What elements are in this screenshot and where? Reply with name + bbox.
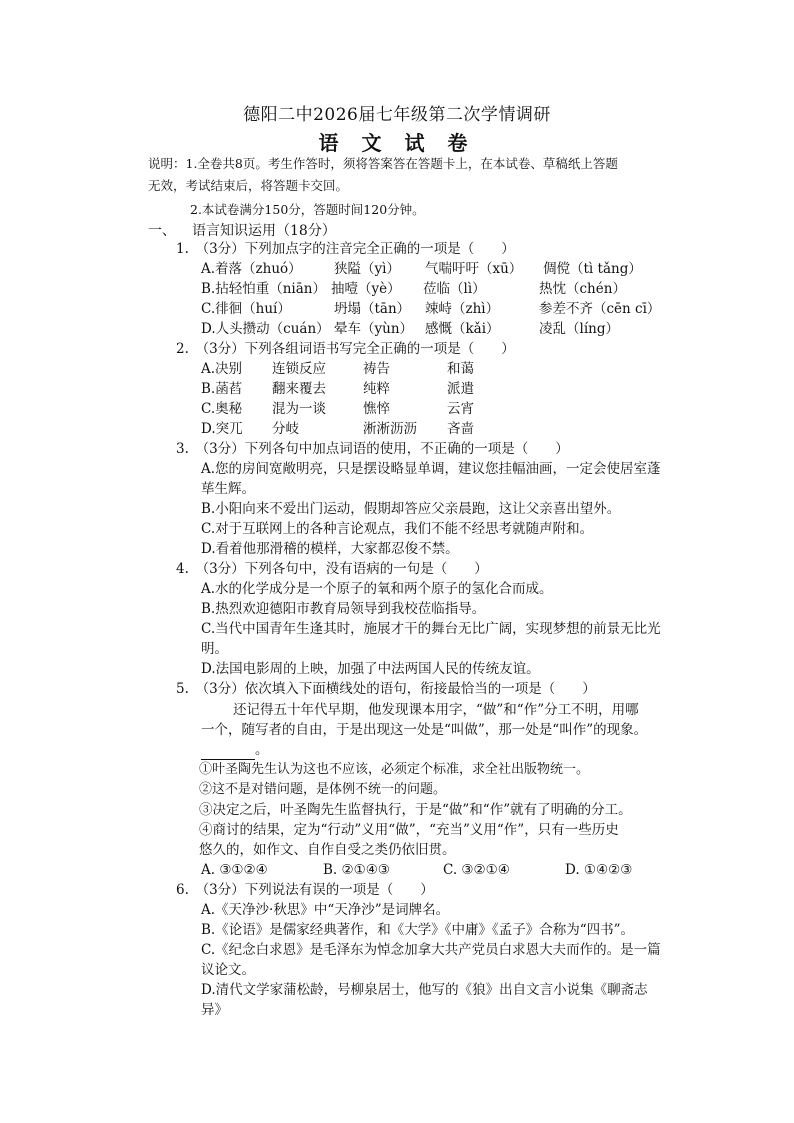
option-cell: B.菡萏 bbox=[201, 381, 243, 397]
section-title: 语言知识运用（18分） bbox=[192, 223, 336, 239]
question-4-option-d: D.法国电影周的上映，加强了中法两国人民的传统友谊。 bbox=[201, 661, 540, 677]
option-cell: 感慨（kǎi） bbox=[425, 321, 500, 337]
exam-title: 德阳二中2026届七年级第二次学情调研 bbox=[243, 105, 551, 125]
option-cell: 参差不齐（cēn cī） bbox=[539, 301, 661, 317]
instructions-line-3: 2.本试卷满分150分，答题时间120分钟。 bbox=[190, 202, 425, 217]
question-4-option-b: B.热烈欢迎德阳市教育局领导到我校莅临指导。 bbox=[201, 601, 486, 617]
option-cell: A. ③①②④ bbox=[201, 862, 268, 878]
option-cell: 凌乱（líng） bbox=[539, 321, 619, 337]
fill-in-blank bbox=[201, 745, 255, 760]
question-5-sentence-1: ①叶圣陶先生认为这也不应该，必须定个标准，求全社出版物统一。 bbox=[199, 762, 590, 777]
question-6-option-b: B.《论语》是儒家经典著作，和《大学》《中庸》《孟子》合称为“四书”。 bbox=[201, 922, 635, 938]
option-cell: C. ③②①④ bbox=[443, 862, 510, 878]
option-cell: D.人头攒动（cuán） bbox=[201, 321, 330, 337]
option-cell: C.奥秘 bbox=[201, 401, 243, 417]
question-3-option-a-cont: 荜生辉。 bbox=[201, 481, 255, 497]
option-cell: 气喘吁吁（xū） bbox=[425, 261, 523, 277]
question-6-option-c-cont: 议论文。 bbox=[201, 962, 255, 978]
option-cell: A.决别 bbox=[201, 361, 243, 377]
option-cell: C.徘徊（huí） bbox=[201, 301, 291, 317]
option-cell: 坍塌（tān） bbox=[334, 301, 411, 317]
question-6-option-d: D.清代文学家蒲松龄，号柳泉居士，他写的《狼》出自文言小说集《聊斋志 bbox=[201, 982, 648, 998]
option-cell: 纯粹 bbox=[363, 381, 390, 397]
option-cell: 莅临（lì） bbox=[423, 281, 486, 297]
question-3-option-a: A.您的房间宽敞明亮，只是摆设略显单调，建议您挂幅油画，一定会使居室蓬 bbox=[201, 461, 661, 477]
option-cell: 祷告 bbox=[363, 361, 390, 377]
option-cell: D.突兀 bbox=[201, 421, 243, 437]
question-5-passage-line-1: 还记得五十年代早期，他发现课本用字，“做”和“作”分工不明，用哪 bbox=[233, 702, 639, 718]
question-6-option-a: A.《天净沙·秋思》中“天净沙”是词牌名。 bbox=[201, 902, 450, 918]
option-cell: 憔悴 bbox=[363, 401, 390, 417]
question-3-option-c: C.对于互联网上的各种言论观点，我们不能不经思考就随声附和。 bbox=[201, 521, 594, 537]
option-cell: 吝啬 bbox=[447, 421, 474, 437]
question-5-passage-line-2: 一个，随写者的自由，于是出现这一处是“叫做”，那一处是“叫作”的现象。 bbox=[201, 722, 648, 738]
option-cell: A.着落（zhuó） bbox=[201, 261, 302, 277]
option-cell: 淅淅沥沥 bbox=[363, 421, 417, 437]
option-cell: 连锁反应 bbox=[272, 361, 326, 377]
question-6-stem: 6. （3分）下列说法有误的一项是（ ） bbox=[176, 882, 434, 898]
option-cell: 竦峙（zhì） bbox=[425, 301, 500, 317]
question-4-option-c-cont: 明。 bbox=[201, 641, 228, 657]
question-5-sentence-3: ③决定之后，叶圣陶先生监督执行，于是“做”和“作”就有了明确的分工。 bbox=[199, 802, 632, 818]
question-3-option-d: D.看着他那滑稽的模样，大家都忍俊不禁。 bbox=[201, 541, 459, 557]
question-4-option-a: A.水的化学成分是一个原子的氧和两个原子的氢化合而成。 bbox=[201, 581, 553, 597]
option-cell: 抽噎（yè） bbox=[331, 281, 401, 297]
option-cell: 晕车（yùn） bbox=[334, 321, 414, 337]
question-4-option-c: C.当代中国青年生逢其时，施展才干的舞台无比广阔，实现梦想的前景无比光 bbox=[201, 621, 661, 637]
section-number: 一、 bbox=[148, 223, 176, 239]
option-cell: 分岐 bbox=[272, 421, 299, 437]
option-cell: D. ①④②③ bbox=[565, 862, 633, 878]
option-cell: B. ②①④③ bbox=[323, 862, 390, 878]
question-5-stem: 5. （3分）依次填入下面横线处的语句，衔接最恰当的一项是（ ） bbox=[176, 681, 596, 697]
exam-subtitle: 语 文 试 卷 bbox=[318, 131, 476, 155]
question-5-blank-line bbox=[201, 740, 269, 760]
question-1-stem: 1. （3分）下列加点字的注音完全正确的一项是（ ） bbox=[176, 241, 515, 257]
question-6-option-c: C.《纪念白求恩》是毛泽东为悼念加拿大共产党员白求恩大夫而作的。是一篇 bbox=[201, 942, 661, 958]
option-cell: 狭隘（yì） bbox=[334, 261, 400, 277]
question-5-sentence-4-cont: 悠久的，如作文、自作自受之类仍依旧贯。 bbox=[199, 842, 456, 858]
question-3-stem: 3. （3分）下列各句中加点词语的使用，不正确的一项是（ ） bbox=[176, 441, 569, 457]
instructions-line-1: 说明：1.全卷共8页。考生作答时，须将答案答在答题卡上，在本试卷、草稿纸上答题 bbox=[148, 156, 618, 171]
option-cell: 混为一谈 bbox=[272, 401, 326, 417]
question-6-option-d-cont: 异》 bbox=[201, 1002, 228, 1018]
question-3-option-b: B.小阳向来不爱出门运动，假期却答应父亲晨跑，这让父亲喜出望外。 bbox=[201, 501, 621, 517]
blank-period: 。 bbox=[255, 742, 269, 758]
option-cell: B.拈轻怕重（niān） bbox=[201, 281, 326, 297]
question-2-stem: 2. （3分）下列各组词语书写完全正确的一项是（ ） bbox=[176, 341, 515, 357]
question-5-sentence-2: ②这不是对错问题，是体例不统一的问题。 bbox=[199, 782, 447, 797]
section-heading bbox=[148, 220, 336, 240]
option-cell: 和蔼 bbox=[447, 361, 474, 377]
option-cell: 派遣 bbox=[447, 381, 474, 397]
option-cell: 倜傥（tì tǎng） bbox=[543, 261, 642, 277]
option-cell: 翻来覆去 bbox=[272, 381, 326, 397]
option-cell: 云宵 bbox=[447, 401, 474, 417]
question-5-sentence-4: ④商讨的结果，定为“行动”义用“做”，“充当”义用“作”，只有一些历史 bbox=[199, 822, 619, 838]
question-4-stem: 4. （3分）下列各句中，没有语病的一句是（ ） bbox=[176, 561, 488, 577]
instructions-line-2: 无效，考试结束后，将答题卡交回。 bbox=[148, 178, 349, 193]
option-cell: 热忱（chén） bbox=[539, 281, 626, 297]
